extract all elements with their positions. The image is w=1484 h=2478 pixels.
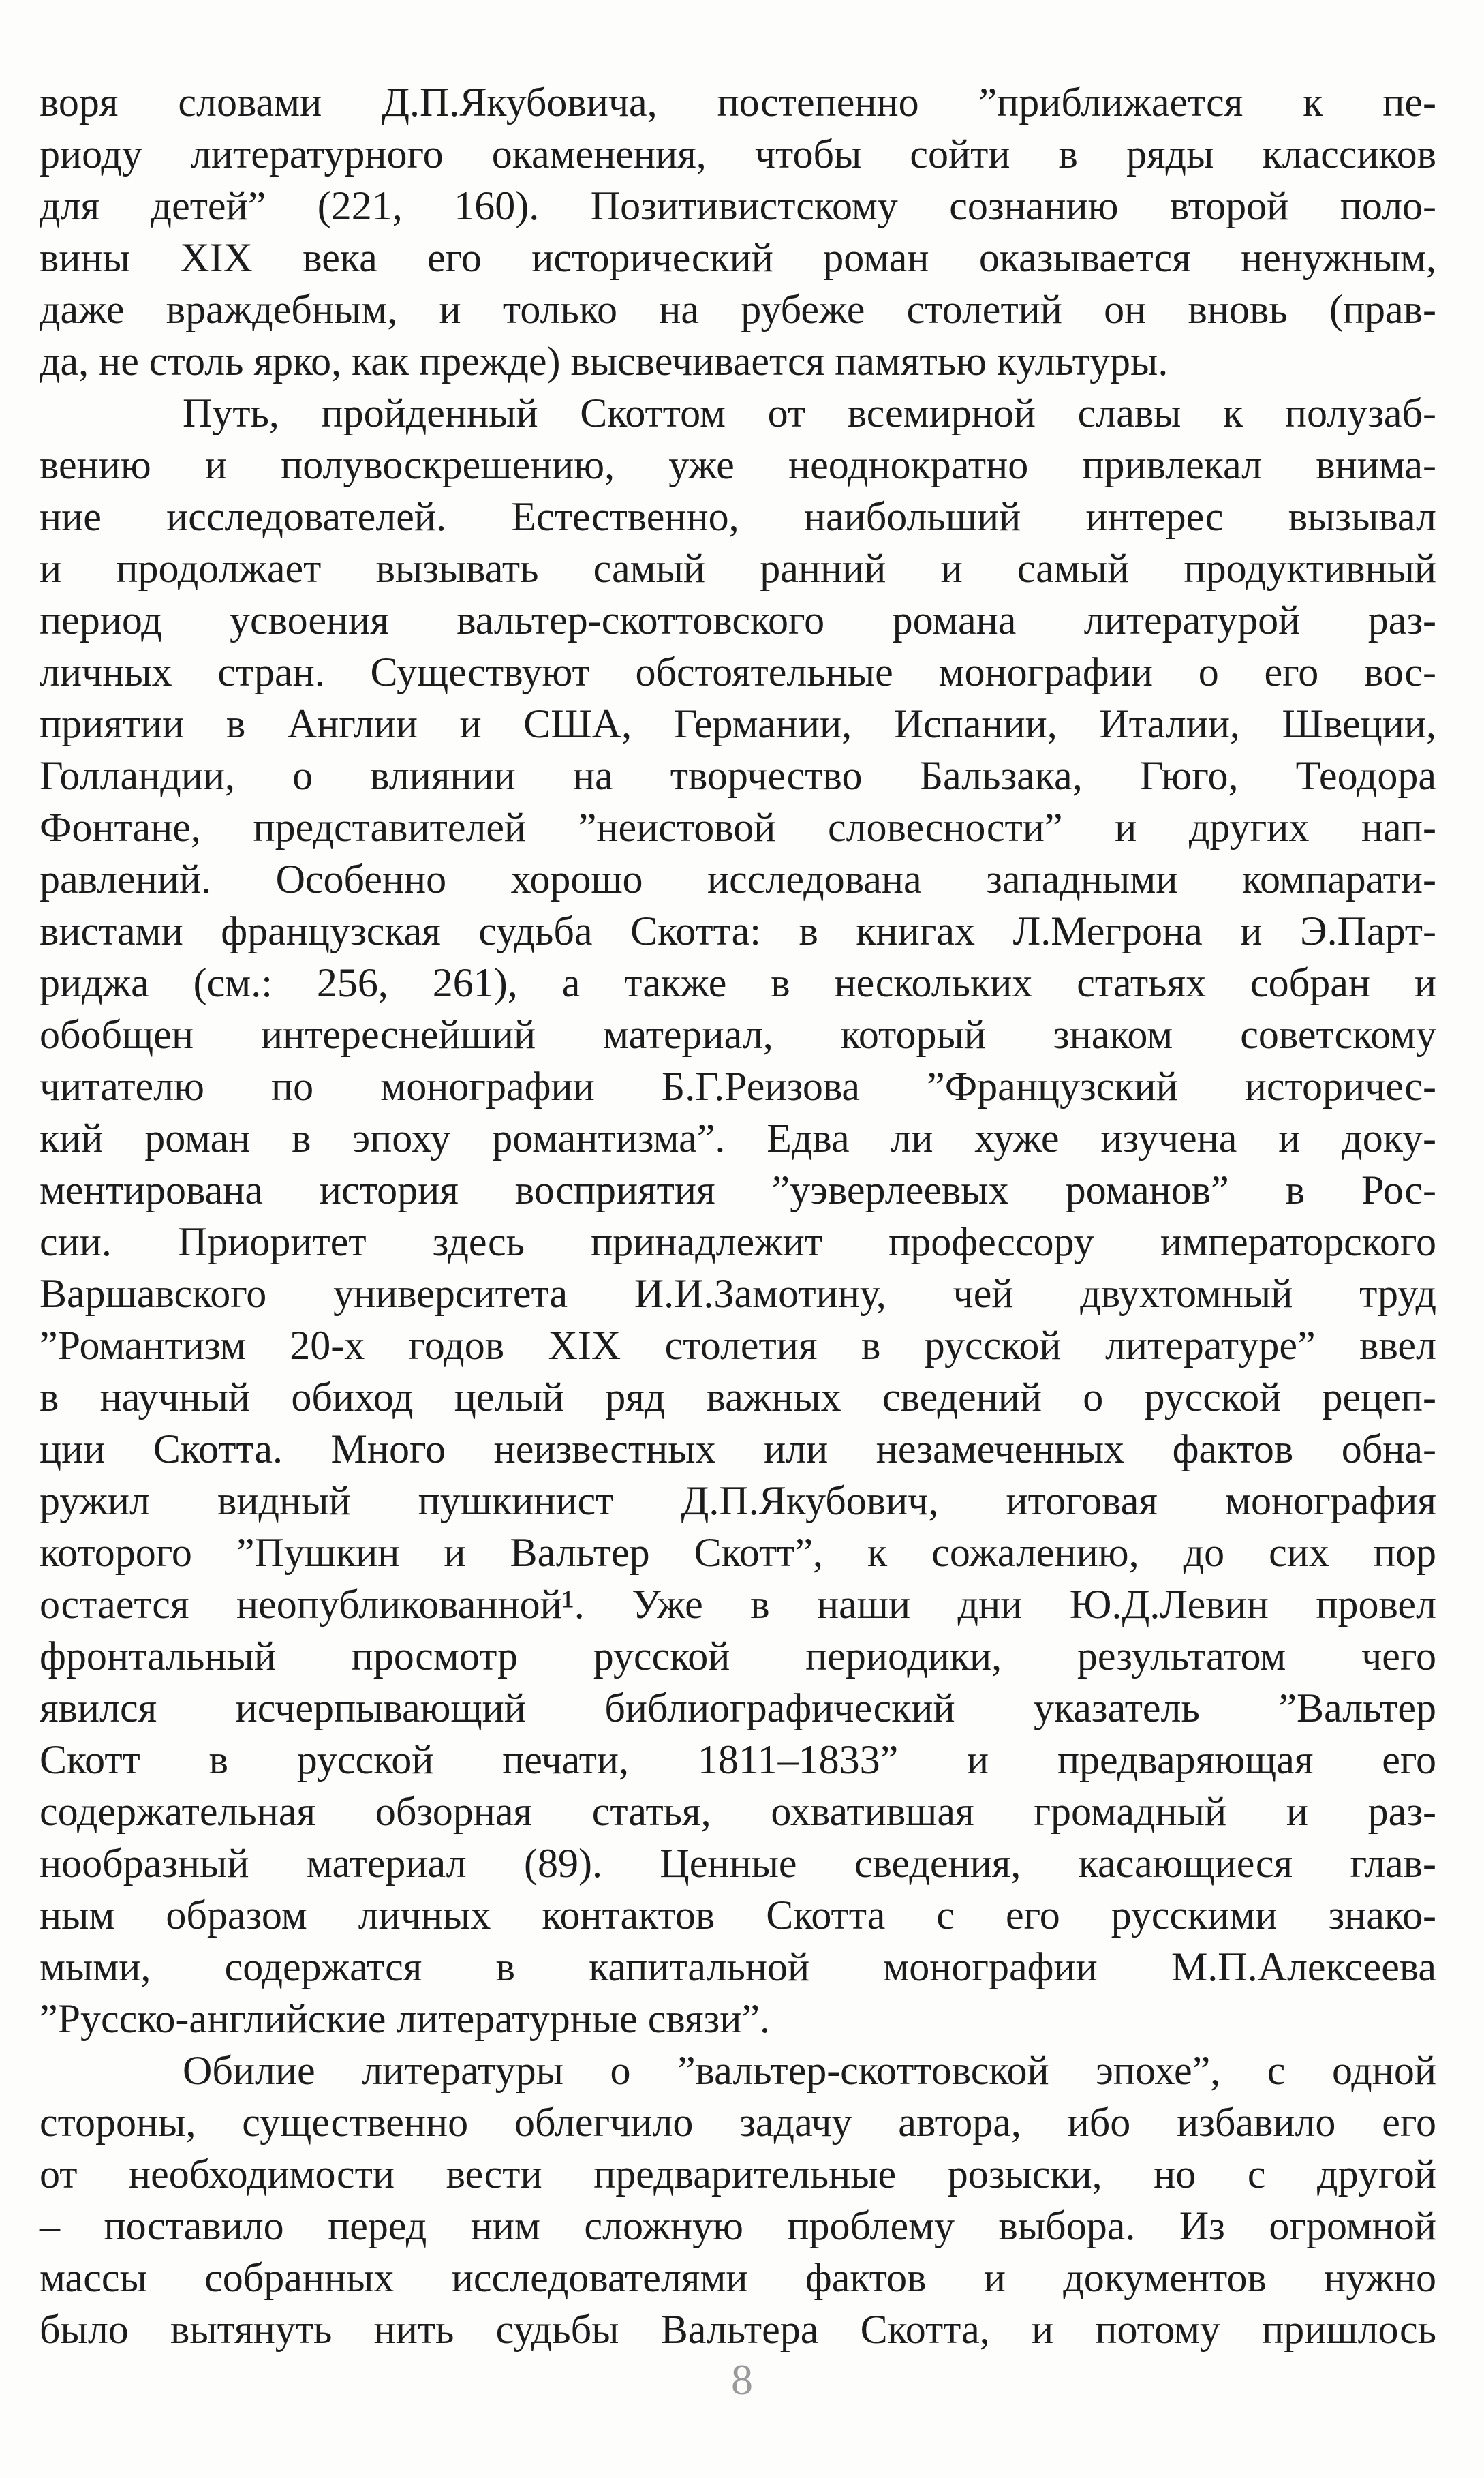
text-line: Голландии, о влиянии на творчество Бальзака, Гюго, Теодора bbox=[40, 753, 1436, 798]
text-line: фронтальный просмотр русской периодики, результатом чего bbox=[40, 1634, 1436, 1679]
text-line: мыми, содержатся в капитальной монографии М.П.Алексеева bbox=[40, 1944, 1436, 1989]
text-line: риоду литературного окаменения, чтобы сойти в ряды классиков bbox=[40, 132, 1436, 177]
text-line: ным образом личных контактов Скотта с его русскими знако- bbox=[40, 1893, 1436, 1938]
text-line: даже враждебным, и только на рубеже столетий он вновь (прав- bbox=[40, 287, 1436, 332]
text-line: ментирована история восприятия ”уэверлеевых романов” в Рос- bbox=[40, 1167, 1436, 1212]
text-line: явился исчерпывающий библиографический указатель ”Вальтер bbox=[40, 1685, 1436, 1730]
text-line: в научный обиход целый ряд важных сведений о русской рецеп- bbox=[40, 1375, 1436, 1420]
text-line: было вытянуть нить судьбы Вальтера Скотта, и потому пришлось bbox=[40, 2307, 1436, 2352]
text-line: стороны, существенно облегчило задачу автора, ибо избавило его bbox=[40, 2100, 1436, 2145]
text-line: риджа (см.: 256, 261), а также в нескольких статьях собран и bbox=[40, 960, 1436, 1005]
text-line: массы собранных исследователями фактов и документов нужно bbox=[40, 2255, 1436, 2300]
text-line: ружил видный пушкинист Д.П.Якубович, итоговая монография bbox=[40, 1478, 1436, 1523]
text-line: воря словами Д.П.Якубовича, постепенно ”приближается к пе- bbox=[40, 80, 1436, 125]
text-line: личных стран. Существуют обстоятельные монографии о его вос- bbox=[40, 649, 1436, 694]
body-text bbox=[40, 76, 1436, 2355]
text-line: от необходимости вести предварительные розыски, но с другой bbox=[40, 2152, 1436, 2197]
text-line: остается неопубликованной¹. Уже в наши дни Ю.Д.Левин провел bbox=[40, 1582, 1436, 1627]
text-line: Фонтане, представителей ”неистовой словесности” и других нап- bbox=[40, 805, 1436, 850]
text-line: – поставило перед ним сложную проблему выбора. Из огромной bbox=[40, 2203, 1436, 2248]
text-line: для детей” (221, 160). Позитивистскому сознанию второй поло- bbox=[40, 183, 1436, 228]
text-line: сии. Приоритет здесь принадлежит профессору императорского bbox=[40, 1219, 1436, 1264]
page-number: 8 bbox=[731, 2355, 753, 2404]
text-line: приятии в Англии и США, Германии, Испании, Италии, Швеции, bbox=[40, 701, 1436, 746]
text-line: содержательная обзорная статья, охватившая громадный и раз- bbox=[40, 1789, 1436, 1834]
text-line: да, не столь ярко, как прежде) высвечивается памятью культуры. bbox=[40, 339, 1169, 384]
paragraph bbox=[40, 387, 1436, 2045]
text-line: ”Русско-английские литературные связи”. bbox=[40, 1996, 771, 2041]
paragraph bbox=[40, 76, 1436, 387]
text-line: период усвоения вальтер-скоттовского романа литературой раз- bbox=[40, 598, 1436, 643]
text-line: кий роман в эпоху романтизма”. Едва ли хуже изучена и доку- bbox=[40, 1116, 1436, 1161]
text-line: ”Романтизм 20-х годов XIX столетия в русской литературе” ввел bbox=[40, 1323, 1436, 1368]
paragraph bbox=[40, 2045, 1436, 2355]
text-line: равлений. Особенно хорошо исследована западными компарати- bbox=[40, 857, 1436, 902]
text-line: нообразный материал (89). Ценные сведения, касающиеся глав- bbox=[40, 1841, 1436, 1886]
text-line: Обилие литературы о ”вальтер-скоттовской эпохе”, с одной bbox=[183, 2048, 1436, 2093]
text-line: и продолжает вызывать самый ранний и самый продуктивный bbox=[40, 546, 1436, 591]
text-line: обобщен интереснейший материал, который знаком советскому bbox=[40, 1012, 1436, 1057]
text-line: читателю по монографии Б.Г.Реизова ”Французский историчес- bbox=[40, 1064, 1436, 1109]
text-line: вины XIX века его исторический роман оказывается ненужным, bbox=[40, 235, 1436, 280]
text-line: вистами французская судьба Скотта: в книгах Л.Мегрона и Э.Парт- bbox=[40, 908, 1436, 953]
text-line: Скотт в русской печати, 1811–1833” и предваряющая его bbox=[40, 1737, 1436, 1782]
text-line: ние исследователей. Естественно, наибольший интерес вызывал bbox=[40, 494, 1436, 539]
text-line: Путь, пройденный Скоттом от всемирной славы к полузаб- bbox=[183, 391, 1436, 435]
text-line: вению и полувоскрешению, уже неоднократно привлекал внима- bbox=[40, 442, 1436, 487]
text-line: ции Скотта. Много неизвестных или незамеченных фактов обна- bbox=[40, 1426, 1436, 1471]
text-line: которого ”Пушкин и Вальтер Скотт”, к сожалению, до сих пор bbox=[40, 1530, 1436, 1575]
text-line: Варшавского университета И.И.Замотину, чей двухтомный труд bbox=[40, 1271, 1436, 1316]
